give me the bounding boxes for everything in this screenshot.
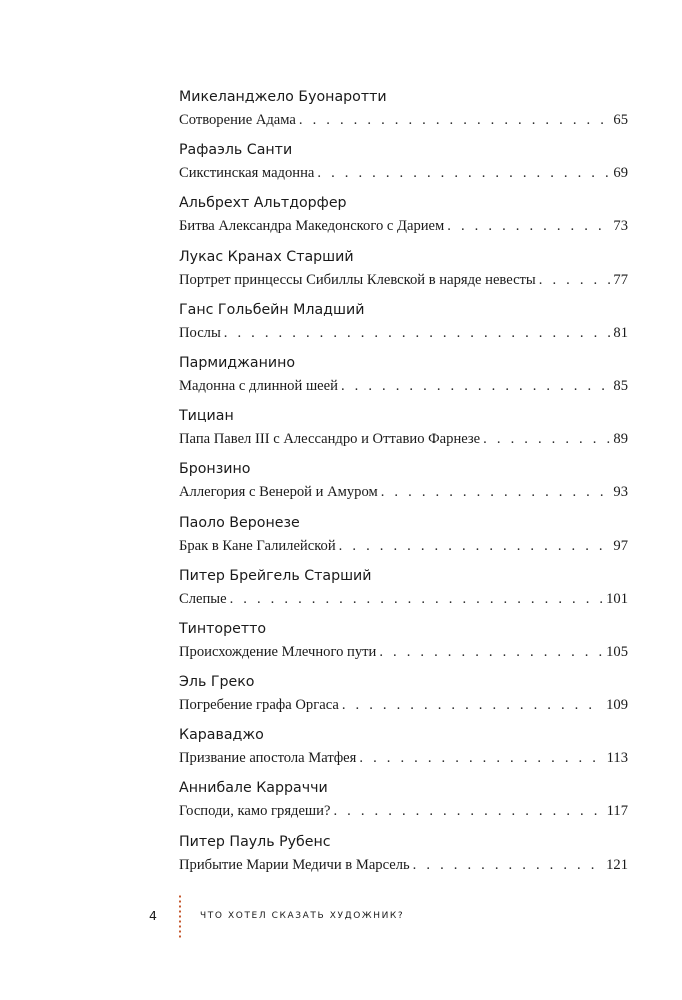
dot-leader: [339, 536, 611, 556]
dot-leader: [447, 216, 610, 236]
dot-leader: [341, 376, 610, 396]
page-number: 77: [613, 271, 628, 288]
page-number: 69: [613, 165, 628, 182]
toc-line[interactable]: [179, 801, 628, 821]
toc-line[interactable]: [179, 323, 628, 343]
artist-name: Тинторетто: [179, 620, 267, 637]
work-title: Послы: [179, 324, 221, 341]
dot-leader: [299, 110, 611, 130]
toc-line[interactable]: [179, 695, 628, 715]
work-title: Битва Александра Македонского с Дарием: [179, 218, 445, 235]
toc-line[interactable]: [179, 855, 628, 875]
dot-leader: [413, 855, 603, 875]
toc-entry: [179, 778, 628, 831]
toc-line[interactable]: [179, 642, 628, 662]
dot-leader: [317, 163, 610, 183]
toc-entry: [179, 513, 628, 566]
toc-line[interactable]: [179, 216, 628, 236]
toc-line[interactable]: [179, 429, 628, 449]
dot-leader: [539, 270, 611, 290]
artist-name: Рафаэль Санти: [179, 142, 293, 159]
toc-entry: [179, 459, 628, 512]
toc-line[interactable]: [179, 536, 628, 556]
table-of-contents: [179, 87, 628, 885]
toc-entry: [179, 832, 628, 885]
page-number: 89: [613, 431, 628, 448]
toc-entry: [179, 300, 628, 353]
toc-entry: [179, 353, 628, 406]
page-number: 121: [606, 856, 628, 873]
artist-name: Пармиджанино: [179, 354, 296, 371]
work-title: Погребение графа Оргаса: [179, 697, 339, 714]
artist-name: Паоло Веронезе: [179, 514, 300, 531]
toc-entry: [179, 247, 628, 300]
toc-entry: [179, 672, 628, 725]
footer-dotted-divider: [179, 894, 181, 940]
toc-line[interactable]: [179, 748, 628, 768]
work-title: Аллегория с Венерой и Амуром: [179, 484, 378, 501]
page-number: 101: [606, 590, 628, 607]
toc-line[interactable]: [179, 163, 628, 183]
artist-name: Тициан: [179, 408, 234, 425]
dot-leader: [379, 642, 603, 662]
page-number: 81: [613, 324, 628, 341]
work-title: Брак в Кане Галилейской: [179, 537, 336, 554]
toc-entry: [179, 725, 628, 778]
dot-leader: [333, 801, 603, 821]
dot-leader: [381, 482, 611, 502]
work-title: Происхождение Млечного пути: [179, 643, 377, 660]
toc-line[interactable]: [179, 110, 628, 130]
artist-name: Альбрехт Альтдорфер: [179, 195, 347, 212]
artist-name: Бронзино: [179, 461, 251, 478]
toc-entry: [179, 87, 628, 140]
page-number: 85: [613, 377, 628, 394]
toc-entry: [179, 406, 628, 459]
toc-entry: [179, 566, 628, 619]
artist-name: Аннибале Карраччи: [179, 780, 328, 797]
page-number: 97: [613, 537, 628, 554]
toc-line[interactable]: [179, 270, 628, 290]
page-number: 109: [606, 697, 628, 714]
dot-leader: [230, 589, 604, 609]
work-title: Сикстинская мадонна: [179, 165, 315, 182]
toc-entry: [179, 193, 628, 246]
dot-leader: [359, 748, 603, 768]
artist-name: Микеланджело Буонаротти: [179, 89, 387, 105]
toc-line[interactable]: [179, 376, 628, 396]
footer-page-number: 4: [149, 908, 157, 923]
page-number: 73: [613, 218, 628, 235]
page-number: 93: [613, 484, 628, 501]
work-title: Папа Павел III с Алессандро и Оттавио Фарнезе: [179, 431, 481, 448]
dot-leader: [483, 429, 610, 449]
running-title: ЧТО ХОТЕЛ СКАЗАТЬ ХУДОЖНИК?: [200, 911, 405, 921]
artist-name: Питер Пауль Рубенс: [179, 833, 331, 850]
work-title: Призвание апостола Матфея: [179, 750, 357, 767]
page-number: 113: [606, 750, 628, 767]
toc-entry: [179, 140, 628, 193]
work-title: Сотворение Адама: [179, 112, 296, 128]
work-title: Слепые: [179, 590, 227, 607]
page-number: 105: [606, 643, 628, 660]
work-title: Господи, камо грядеши?: [179, 803, 331, 820]
work-title: Портрет принцессы Сибиллы Клевской в наряде невесты: [179, 271, 536, 288]
toc-entry: [179, 619, 628, 672]
artist-name: Ганс Гольбейн Младший: [179, 301, 365, 318]
page-number: 117: [606, 803, 628, 820]
work-title: Мадонна с длинной шеей: [179, 377, 338, 394]
toc-line[interactable]: [179, 482, 628, 502]
artist-name: Питер Брейгель Старший: [179, 567, 372, 584]
work-title: Прибытие Марии Медичи в Марсель: [179, 856, 410, 873]
toc-line[interactable]: [179, 589, 628, 609]
dot-leader: [342, 695, 603, 715]
page-number: 65: [613, 112, 628, 128]
artist-name: Лукас Кранах Старший: [179, 248, 354, 265]
dot-leader: [224, 323, 611, 343]
artist-name: Караваджо: [179, 727, 264, 744]
artist-name: Эль Греко: [179, 674, 255, 691]
